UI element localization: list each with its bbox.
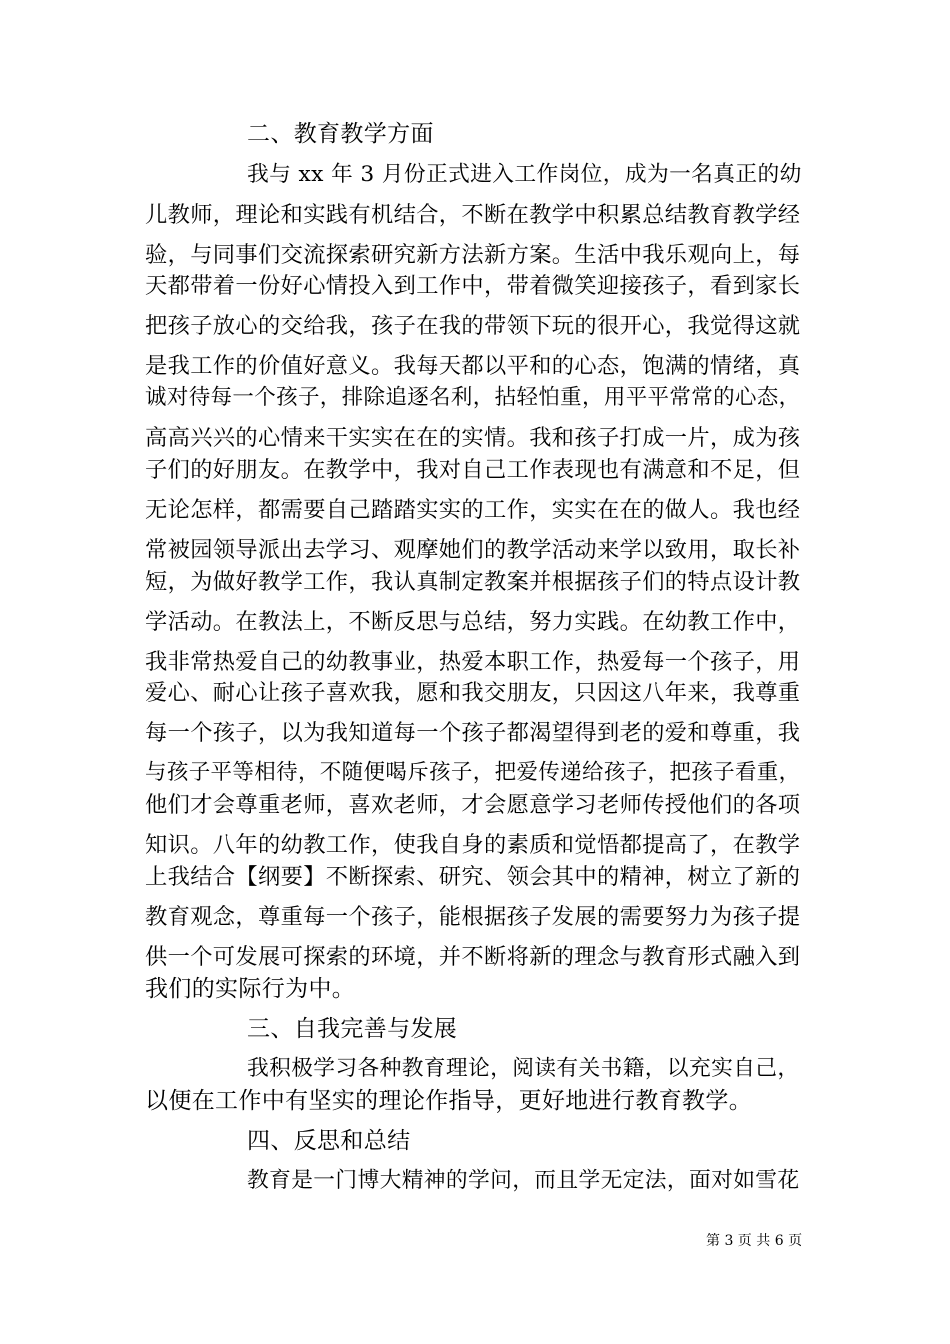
paragraph-line: 验，与同事们交流探索研究新方法新方案。生活中我乐观向上，每 bbox=[145, 242, 801, 268]
paragraph-line: 以便在工作中有坚实的理论作指导，更好地进行教育教学。 bbox=[145, 1088, 753, 1114]
paragraph-line: 爱心、耐心让孩子喜欢我，愿和我交朋友，只因这八年来，我尊重 bbox=[145, 680, 801, 706]
paragraph-line: 学活动。在教法上，不断反思与总结，努力实践。在幼教工作中， bbox=[145, 609, 801, 635]
section-heading-self-improvement: 三、自我完善与发展 bbox=[247, 1016, 458, 1042]
paragraph-line: 短，为做好教学工作，我认真制定教案并根据孩子们的特点设计教 bbox=[145, 569, 801, 595]
paragraph-line: 我积极学习各种教育理论，阅读有关书籍，以充实自己， bbox=[247, 1056, 800, 1081]
section-heading-reflection: 四、反思和总结 bbox=[247, 1128, 411, 1154]
paragraph-line: 每一个孩子，以为我知道每一个孩子都渴望得到老的爱和尊重，我 bbox=[145, 720, 801, 746]
paragraph-line: 教育观念，尊重每一个孩子，能根据孩子发展的需要努力为孩子提 bbox=[145, 904, 801, 930]
paragraph-line: 供一个可发展可探索的环境，并不断将新的理念与教育形式融入到 bbox=[145, 944, 801, 970]
paragraph-line: 我们的实际行为中。 bbox=[145, 976, 356, 1002]
paragraph-line: 与孩子平等相待，不随便喝斥孩子，把爱传递给孩子，把孩子看重， bbox=[145, 760, 801, 785]
paragraph-line: 我与 xx 年 3 月份正式进入工作岗位，成为一名真正的幼 bbox=[247, 162, 802, 187]
paragraph-line: 天都带着一份好心情投入到工作中，带着微笑迎接孩子，看到家长 bbox=[145, 273, 801, 299]
paragraph-line: 教育是一门博大精神的学问，而且学无定法，面对如雪花 bbox=[247, 1168, 800, 1193]
paragraph-line: 高高兴兴的心情来干实实在在的实情。我和孩子打成一片，成为孩 bbox=[145, 425, 801, 451]
section-heading-teaching: 二、教育教学方面 bbox=[247, 121, 434, 147]
paragraph-line: 诚对待每一个孩子，排除追逐名利，拈轻怕重，用平平常常的心态， bbox=[145, 385, 801, 410]
paragraph-line: 常被园领导派出去学习、观摩她们的教学活动来学以致用，取长补 bbox=[145, 537, 801, 563]
page-number-footer: 第 3 页 共 6 页 bbox=[706, 1233, 803, 1249]
paragraph-line: 儿教师，理论和实践有机结合，不断在教学中积累总结教育教学经 bbox=[145, 202, 801, 228]
paragraph-line: 是我工作的价值好意义。我每天都以平和的心态，饱满的情绪，真 bbox=[145, 353, 801, 379]
paragraph-line: 上我结合【纲要】不断探索、研究、领会其中的精神，树立了新的 bbox=[145, 864, 801, 890]
paragraph-line: 他们才会尊重老师，喜欢老师，才会愿意学习老师传授他们的各项 bbox=[145, 792, 801, 818]
paragraph-line: 把孩子放心的交给我，孩子在我的带领下玩的很开心，我觉得这就 bbox=[145, 313, 801, 339]
paragraph-line: 子们的好朋友。在教学中，我对自己工作表现也有满意和不足，但 bbox=[145, 457, 801, 483]
paragraph-line: 我非常热爱自己的幼教事业，热爱本职工作，热爱每一个孩子，用 bbox=[145, 649, 801, 675]
paragraph-line: 无论怎样，都需要自己踏踏实实的工作，实实在在的做人。我也经 bbox=[145, 497, 801, 523]
paragraph-line: 知识。八年的幼教工作，使我自身的素质和觉悟都提高了，在教学 bbox=[145, 832, 801, 858]
